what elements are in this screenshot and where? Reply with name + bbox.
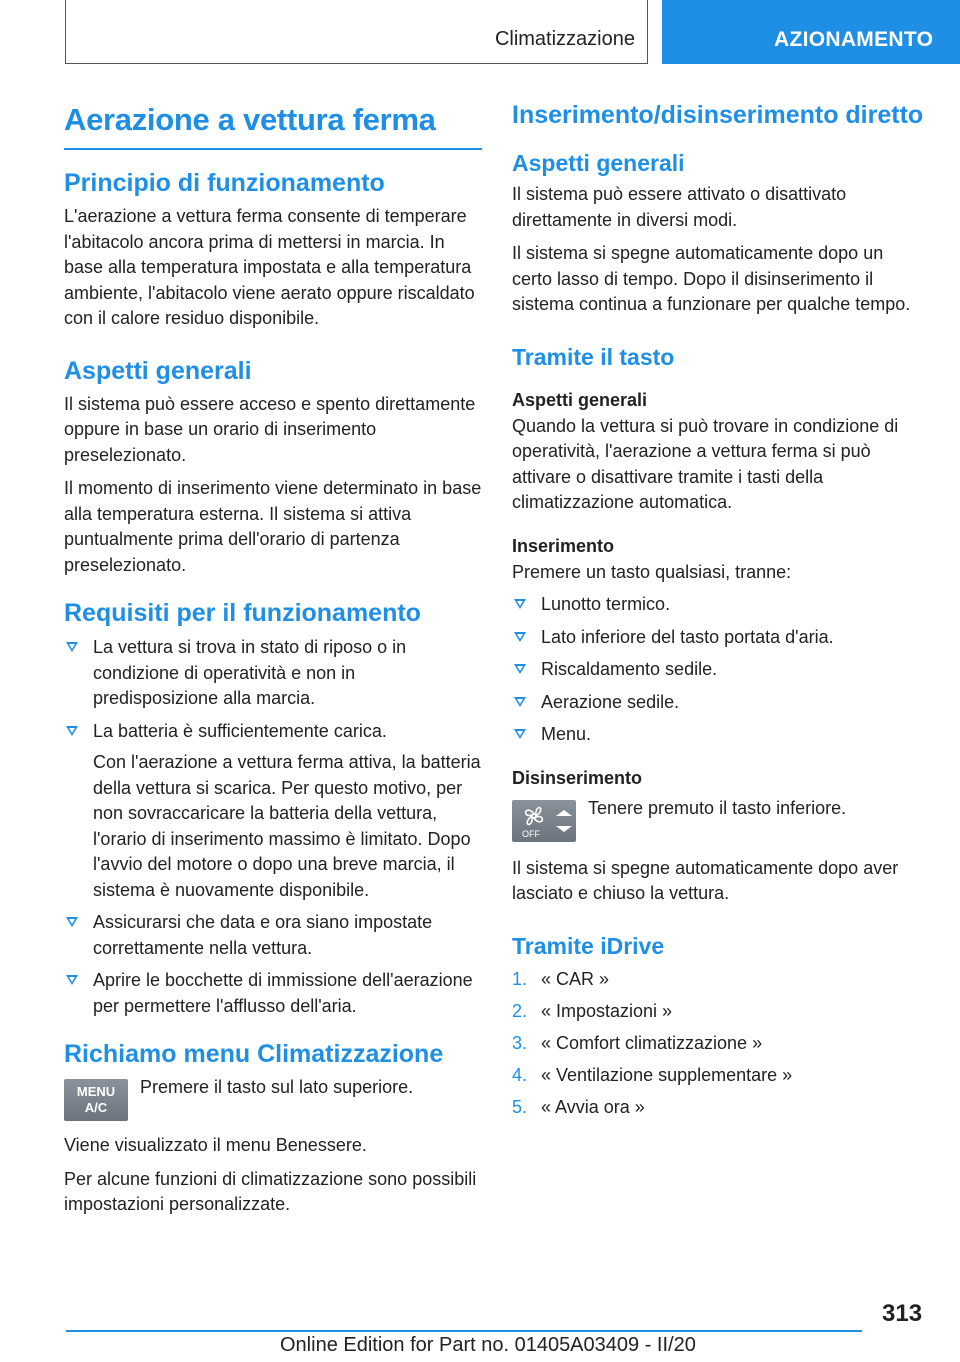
fan-button-row [512,796,927,846]
list-item: Aerazione sedile. [512,690,927,716]
menu-button-row [64,1075,482,1125]
right-column [512,100,927,1121]
list-item: Assicurarsi che data e ora siano impostate correttamente nella vettura. [64,910,482,961]
text-principio: L'aerazione a vettura ferma consente di temperare l'abitacolo ancora prima di mettersi in marcia. In base alla temperatura impostata e alla temperatura ambiente, l'abitacolo viene aerato oppure riscaldato con il calore residuo disponibile. [64,206,475,328]
bullet-triangle-icon [66,642,78,652]
list-item: Aprire le bocchette di immissione dell'aerazione per permettere l'afflusso dell'aria. [64,968,482,1019]
text-right-aspetti-1: Il sistema può essere attivato o disattivato direttamente in diversi modi. [512,184,847,230]
bullet-triangle-icon [514,599,526,609]
svg-text:OFF: OFF [522,828,540,839]
text-richiamo-1: Viene visualizzato il menu Benessere. [64,1135,367,1155]
bullet-triangle-icon [514,729,526,739]
subheading-disinserimento: Disinserimento [512,767,643,788]
list-item: 3. « Comfort climatizzazione » [512,1033,763,1053]
text-inserimento: Premere un tasto qualsiasi, tranne: [512,561,792,582]
battery-note: Con l'aerazione a vettura ferma attiva, la batteria della vettura si scarica. Per questo motivo, per non sovraccaricare la batteria della vettura, l'orario di inserimento massimo è limitato. Dopo l'avvio del motore o dopo una breve marcia, il sistema è nuovamente disponibile. [93,752,481,900]
list-item: Lunotto termico. [512,592,927,618]
subheading-tasto-aspetti: Aspetti generali [512,389,648,410]
list-item: Menu. [512,722,927,748]
exceptions-list [512,592,927,748]
bullet-triangle-icon [66,726,78,736]
idrive-steps [512,967,927,1121]
header-chapter-tab [662,0,960,64]
list-item: La vettura si trova in stato di riposo o in condizione di operatività e non in predisposizione alla marcia. [64,635,482,712]
list-item: Lato inferiore del tasto portata d'aria. [512,625,927,651]
text-richiamo-2: Per alcune funzioni di climatizzazione sono possibili impostazioni personalizzate. [64,1168,477,1214]
heading-principio: Principio di funzionamento [64,169,385,197]
text-aspetti-2: Il momento di inserimento viene determinato in base alla temperatura esterna. Il sistema si attiva puntualmente prima dell'orario di partenza preselezionato. [64,478,482,575]
bullet-triangle-icon [66,917,78,927]
bullet-triangle-icon [514,632,526,642]
list-item: La batteria è sufficientemente carica. Con l'aerazione a vettura ferma attiva, la batteria della vettura si scarica. Per questo motivo, per non sovraccaricare la batteria della vettura, l'orario di inserimento massimo è limitato. Dopo l'avvio del motore o dopo una breve marcia, il sistema è nuovamente disponibile. [64,719,482,904]
heading-richiamo: Richiamo menu Climatizzazione [64,1040,444,1068]
footer-divider [66,1330,862,1332]
fan-button-text: Tenere premuto il tasto inferiore. [588,797,847,818]
menu-button-text: Premere il tasto sul lato superiore. [140,1077,414,1097]
bullet-triangle-icon [514,697,526,707]
fan-off-button-icon [512,800,576,842]
list-item: 5. « Avvia ora » [512,1097,645,1117]
text-aspetti-1: Il sistema può essere acceso e spento direttamente oppure in base un orario di inserimento preselezionato. [64,393,476,465]
page-title: Aerazione a vettura ferma [64,100,482,150]
text-auto-off: Il sistema si spegne automaticamente dopo aver lasciato e chiuso la vettura. [512,857,899,903]
left-column [64,100,482,1218]
requisiti-list [64,635,482,1019]
list-item: 1. « CAR » [512,969,610,989]
heading-idrive: Tramite iDrive [512,932,665,959]
heading-right-aspetti: Aspetti generali [512,150,685,176]
menu-ac-button-icon: MENU A/C [64,1079,128,1121]
text-tasto-aspetti: Quando la vettura si può trovare in condizione di operatività, l'aerazione a vettura ferma si può attivare o disattivare tramite i tasti della climatizzazione automatica. [512,415,899,512]
footer-edition: Online Edition for Part no. 01405A03409 - II/20 [280,1334,696,1356]
heading-requisiti: Requisiti per il funzionamento [64,599,421,627]
header-section-box [65,0,648,64]
subheading-inserimento: Inserimento [512,535,615,556]
list-item: Riscaldamento sedile. [512,657,927,683]
section-title: Climatizzazione [494,28,635,50]
bullet-triangle-icon [66,975,78,985]
heading-tasto: Tramite il tasto [512,343,675,370]
list-item: 2. « Impostazioni » [512,1001,673,1021]
page-number: 313 [882,1300,923,1327]
chapter-title: AZIONAMENTO [774,28,934,51]
heading-aspetti-generali: Aspetti generali [64,356,252,385]
text-right-aspetti-2: Il sistema si spegne automaticamente dopo un certo lasso di tempo. Dopo il disinserimento il sistema continua a funzionare per qualche tempo. [512,243,911,314]
right-title: Inserimento/disinserimento diretto [512,101,924,129]
list-item: 4. « Ventilazione supplementare » [512,1065,793,1085]
bullet-triangle-icon [514,664,526,674]
